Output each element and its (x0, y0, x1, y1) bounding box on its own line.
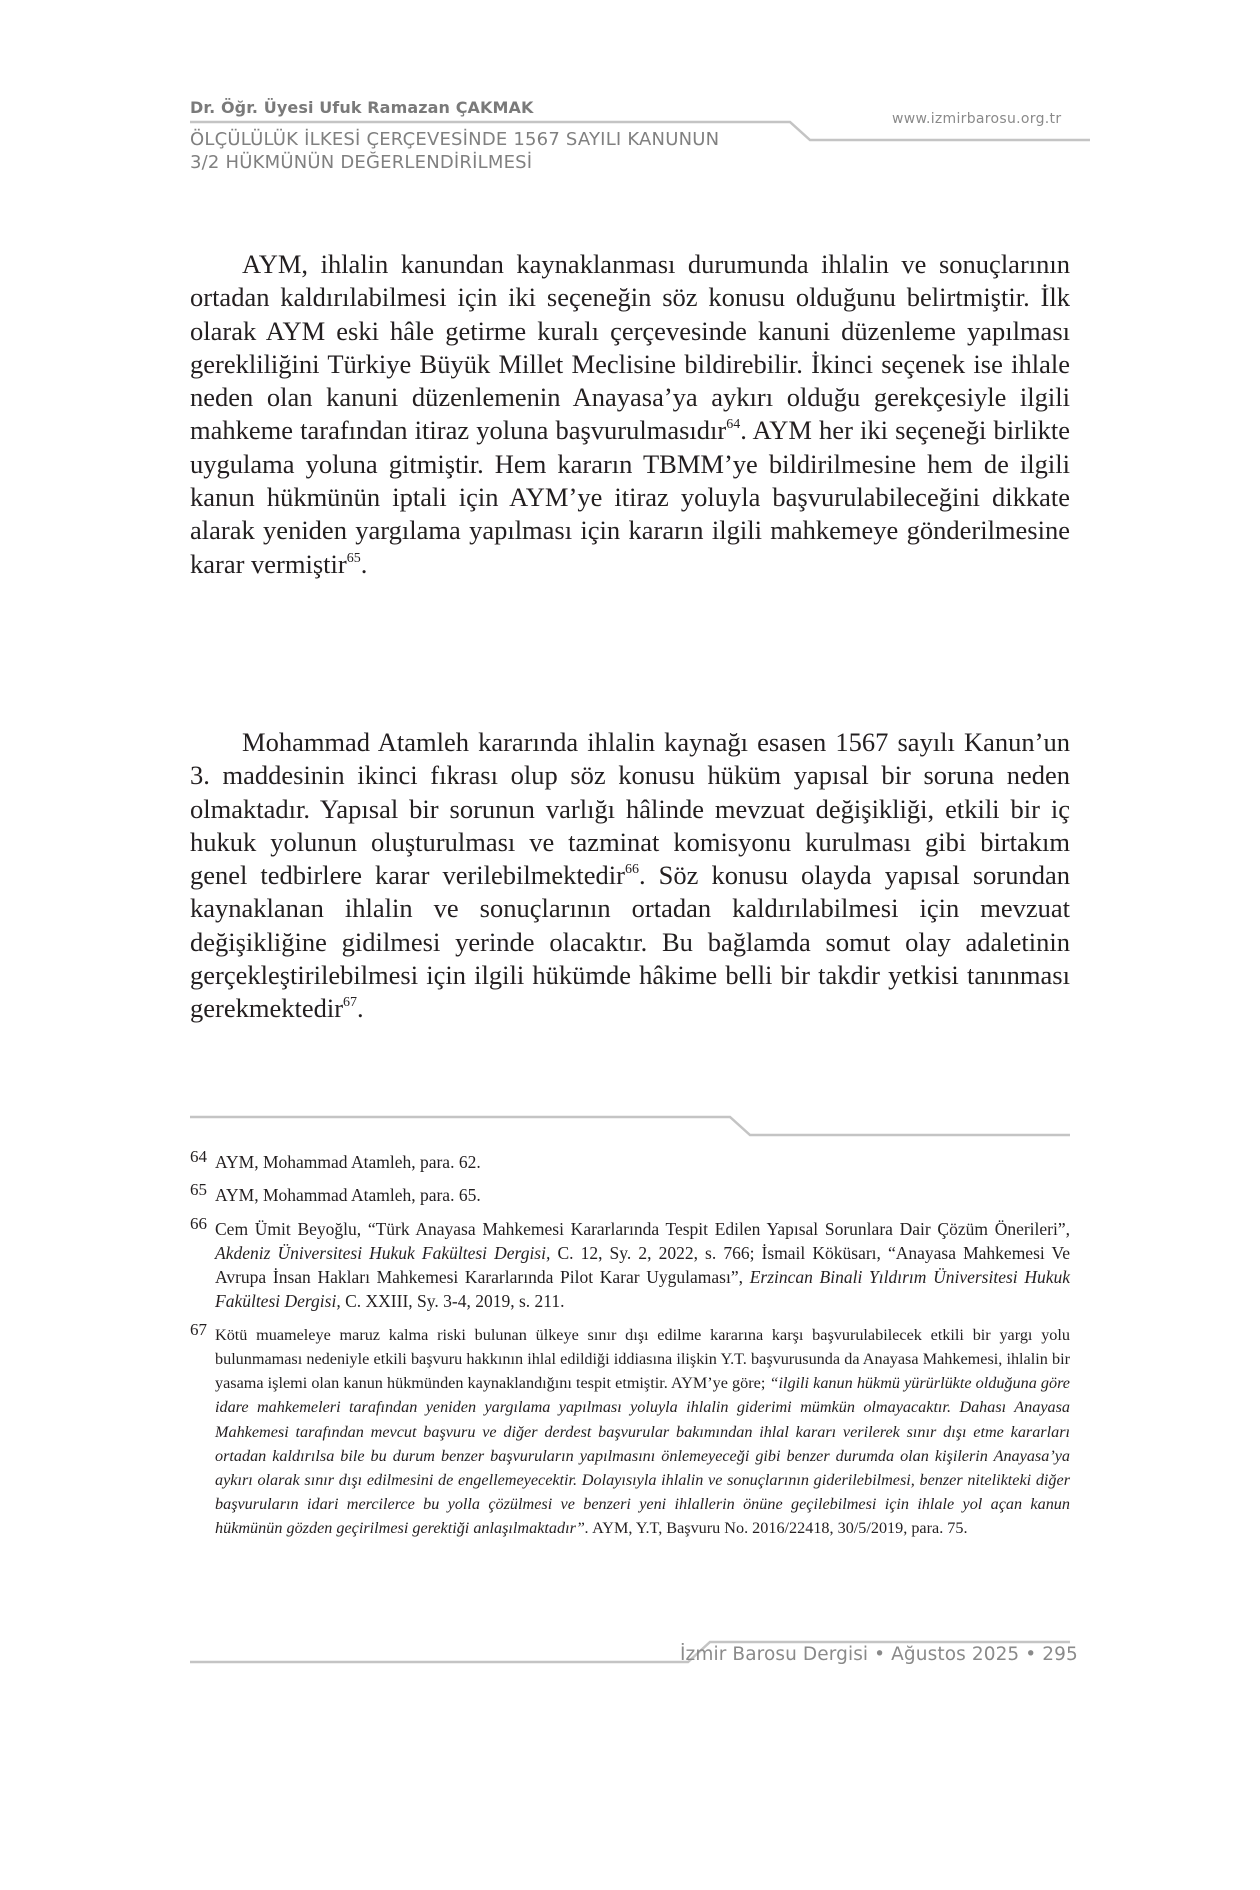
footnote-journal-title: Erzincan Binali Yıldırım Üniversitesi Hukuk Fakültesi Dergisi, (215, 1267, 1070, 1312)
footnote-text: Kötü muameleye maruz kalma riski bulunan ülkeye sınır dışı edilme kararına karşı başvurulabilecek etkili bir yargı yolu bulunmaması nedeniyle etkili başvuru hakkının ihlal edildiği iddiasına ilişkin Y.T. başvurusunda da Anayasa Mahkemesi, ihlalin bir yasama işlemi olan kanun hükmünden kaynaklandığını tespit etmiştir. AYM’ye göre; (215, 1325, 1070, 1393)
header-title-line-1: ÖLÇÜLÜLÜK İLKESİ ÇERÇEVESİNDE 1567 SAYILI KANUNUN (190, 129, 720, 150)
footer-separator: • (874, 1644, 886, 1665)
paragraph-text: AYM, ihlalin kanundan kaynaklanması durumunda ihlalin ve sonuçlarının ortadan kaldırılabilmesi için iki seçeneğin söz konusu olduğunu belirtmiştir. İlk olarak AYM eski hâle getirme kuralı çerçevesinde kanuni düzenleme yapılması gerekliliğini Türkiye Büyük Millet Meclisine bildirebilir. İkinci seçenek ise ihlale neden olan kanuni düzenlemenin Anayasa’ya aykırı olduğu gerekçesiyle ilgili mahkeme tarafından itiraz yoluna başvurulmasıdır (190, 249, 1070, 446)
footnote-separator (190, 1115, 1070, 1145)
footnote-number: 65 (190, 1180, 207, 1200)
footnote-quotation: “ilgili kanun hükmü yürürlükte olduğuna göre idare mahkemeleri tarafından yeniden yargılama yapılması yoluyla ihlalin giderimi mümkün olmayacaktır. Dahası Anayasa Mahkemesi tarafından mevcut başvuru ve diğer derdest başvurular bakımından ihlal kararı verilerek sınır dışı etme kararları ortadan kaldırılsa bile bu durum benzer başvuruların yapılmasını önlemeyeceği gibi benzer durumda olan kişilerin Anayasa’ya aykırı olarak sınır dışı edilmesini de engellemeyecektir. Dolayısıyla ihlalin ve sonuçlarının giderilebilmesi, benzer nitelikteki diğer başvuruların idari mercilerce bu yolla çözülmesi ve benzeri yeni ihlallerin önüne geçilebilmesi için ihlale yol açan kanun hükmünün gözden geçirilmesi gerektiği anlaşılmaktadır”. (215, 1374, 1070, 1538)
footnote-text: Cem Ümit Beyoğlu, “Türk Anayasa Mahkemesi Kararlarında Tespit Edilen Yapısal Sorunlara Dair Çözüm Önerileri”, (215, 1218, 1070, 1239)
footnote-text: AYM, Y.T, Başvuru No. 2016/22418, 30/5/2019, para. 75. (588, 1519, 968, 1538)
footer-separator: • (1025, 1644, 1037, 1665)
paragraph-text: . Söz konusu olayda yapısal sorundan kaynaklanan ihlalin ve sonuçlarının ortadan kaldırılabilmesi için mevzuat değişikliğine gidilmesi yerinde olacaktır. Bu bağlamda somut olay adaletinin gerçekleştirilebilmesi için ilgili hükümde hâkime belli bir takdir yetkisi tanınması gerekmektedir (190, 860, 1070, 1024)
footnote-67 (190, 1319, 1070, 1541)
footnote-66 (190, 1213, 1070, 1314)
footnote-text: AYM, Mohammad Atamleh, para. 65. (215, 1185, 481, 1206)
paragraph-text: . (357, 993, 364, 1024)
header-website-link[interactable]: www.izmirbarosu.org.tr (892, 111, 1062, 127)
footer-journal-name: İzmir Barosu Dergisi (680, 1644, 869, 1665)
footnote-text: C. 12, Sy. 2, 2022, s. 766; İsmail Köküsarı, “Anayasa Mahkemesi Ve Avrupa İnsan Hakları Mahkemesi Kararlarında Pilot Karar Uygulaması”, (215, 1242, 1070, 1288)
footnotes-section (190, 1147, 1070, 1550)
footnote-ref-64[interactable]: 64 (726, 417, 741, 433)
footnote-64 (190, 1147, 1070, 1174)
body-paragraph-1 (190, 248, 1070, 581)
paragraph-text: . (360, 548, 368, 579)
footer-issue-date: Ağustos 2025 (891, 1644, 1020, 1665)
footnote-ref-65[interactable]: 65 (346, 550, 361, 566)
footnote-65 (190, 1180, 1070, 1207)
footnote-number: 67 (190, 1319, 207, 1339)
footnote-number: 66 (190, 1213, 207, 1233)
paragraph-text: . AYM her iki seçeneği birlikte uygulama yoluna gitmiştir. Hem kararın TBMM’ye bildirilmesine hem de ilgili kanun hükmünün iptali için AYM’ye itiraz yoluyla başvurulabileceğini dikkate alarak yeniden yargılama yapılması için kararın ilgili mahkemeye gönderilmesine karar vermiştir (190, 415, 1070, 579)
header-author: Dr. Öğr. Üyesi Ufuk Ramazan ÇAKMAK (190, 98, 534, 117)
footnote-ref-67[interactable]: 67 (343, 995, 358, 1011)
footnote-text: C. XXIII, Sy. 3-4, 2019, s. 211. (340, 1291, 565, 1312)
footnote-number: 64 (190, 1147, 207, 1166)
paragraph-text: Mohammad Atamleh kararında ihlalin kaynağı esasen 1567 sayılı Kanun’un 3. maddesinin ikinci fıkrası olup söz konusu hüküm yapısal bir soruna neden olmaktadır. Yapısal bir sorunun varlığı hâlinde mevzuat değişikliği, etkili bir iç hukuk yolunun oluşturulması ve tazminat komisyonu kurulması gibi birtakım genel tedbirlere karar verilebilmektedir (190, 727, 1070, 891)
header-title-line-2: 3/2 HÜKMÜNÜN DEĞERLENDİRİLMESİ (190, 152, 533, 173)
footer-journal-info (680, 1644, 1078, 1665)
footnote-text: AYM, Mohammad Atamleh, para. 62. (215, 1152, 481, 1172)
footnote-journal-title: Akdeniz Üniversitesi Hukuk Fakültesi Dergisi, (215, 1242, 551, 1263)
body-paragraph-2 (190, 726, 1070, 1026)
footnote-ref-66[interactable]: 66 (624, 862, 639, 878)
page-number: 295 (1042, 1644, 1078, 1665)
